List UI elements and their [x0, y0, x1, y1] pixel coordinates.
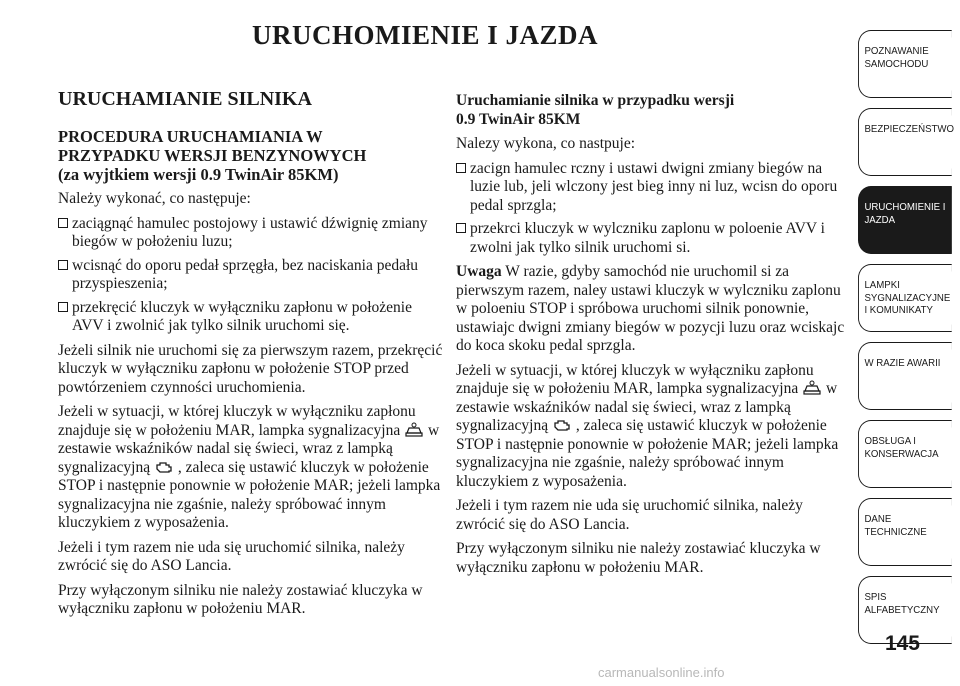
checkbox-bullet-icon [58, 260, 68, 270]
checkbox-bullet-icon [456, 223, 466, 233]
twinair-heading: Uruchamianie silnika w przypadku wersji 0.9 TwinAir 85KM [456, 92, 735, 128]
tab-bezpieczenstwo[interactable]: BEZPIECZEŃSTWO [858, 108, 952, 176]
paragraph: Jeżeli i tym razem nie uda się uruchomić silnika, należy zwrócić się do ASO Lancia. [456, 497, 803, 533]
immobilizer-car-key-icon [802, 380, 822, 396]
engine-check-icon [552, 417, 572, 433]
paragraph: Jeżeli silnik nie uruchomi się za pierwszym razem, przekręcić kluczyk w wyłączniku zapłonu w położenie STOP przed powtórzeniem czynności uruchomienia. [58, 341, 443, 396]
note-paragraph: Uwaga W razie, gdyby samochód nie uruchomil si za pierwszym razem, naley ustawi kluczyk w wylczniku zaplonu w poloeniu STOP i spróbowa uruchomi silnik ponownie, ustawiajc dwigni zmiany biegów w pozycji luzu oraz wciskajc do koca skoku pedal sprzgla. [456, 263, 845, 354]
tab-lampki-sygnalizacyjne[interactable]: LAMPKI SYGNALIZACYJNE I KOMUNIKATY [858, 264, 952, 332]
tab-w-razie-awarii[interactable]: W RAZIE AWARII [858, 342, 952, 410]
chapter-tabs [858, 30, 960, 654]
paragraph: Przy wyłączonym silniku nie należy zostawiać kluczyka w wyłączniku zapłonu w położeniu MAR. [456, 540, 821, 576]
immobilizer-car-key-icon [404, 422, 424, 438]
right-column [456, 92, 848, 583]
steps-list [456, 160, 848, 258]
note-label: Uwaga [456, 263, 502, 280]
paragraph: Jeżeli i tym razem nie uda się uruchomić silnika, należy zwrócić się do ASO Lancia. [58, 538, 405, 574]
list-item: zacign hamulec rczny i ustawi dwigni zmiany biegów na luzie lub, jeli wlczony jest bieg inny ni luz, wcisn do oporu pedal sprzgla; [456, 160, 848, 216]
tab-uruchomienie-i-jazda[interactable]: URUCHOMIENIE I JAZDA [858, 186, 952, 254]
tab-spis-alfabetyczny[interactable]: SPIS ALFABETYCZNY [858, 576, 952, 644]
list-item: wcisnąć do oporu pedał sprzęgła, bez naciskania pedału przyspieszenia; [58, 257, 443, 294]
checkbox-bullet-icon [58, 218, 68, 228]
list-item: zaciągnąć hamulec postojowy i ustawić dźwignię zmiany biegów w położeniu luzu; [58, 215, 443, 252]
list-item: przekręcić kluczyk w wyłączniku zapłonu w położenie AVV i zwolnić jak tylko silnik uruchomi się. [58, 299, 443, 336]
paragraph: Przy wyłączonym silniku nie należy zostawiać kluczyka w wyłączniku zapłonu w położeniu MAR. [58, 581, 423, 617]
checkbox-bullet-icon [456, 163, 466, 173]
steps-list [58, 215, 443, 336]
paragraph-warning-lamps: Jeżeli w sytuacji, w której kluczyk w wyłączniku zapłonu znajduje się w położeniu MAR, lampka sygnalizacyjna w zestawie wskaźników nadal się świeci, wraz z lampką sygnalizacyjną , zaleca się ustawić kluczyk w położenie STOP i następnie ponownie w położenie MAR; jeżeli lampka sygnalizacyjna nie zgaśnie, należy spróbować innym kluczykiem z wyposażenia. [58, 403, 441, 531]
list-item: przekrci kluczyk w wylczniku zaplonu w poloenie AVV i zwolni jak tylko silnik uruchomi si. [456, 220, 848, 257]
page-title: URUCHOMIENIE I JAZDA [251, 20, 599, 50]
checkbox-bullet-icon [58, 302, 68, 312]
procedure-heading: PROCEDURA URUCHAMIANIA W PRZYPADKU WERSJI BENZYNOWYCH (za wyjtkiem wersji 0.9 TwinAir 85KM) [58, 127, 367, 184]
page-number: 145 [884, 632, 920, 655]
intro-text: Nalezy wykona, co nastpuje: [456, 135, 636, 152]
tab-obsluga-i-konserwacja[interactable]: OBSŁUGA I KONSERWACJA [858, 420, 952, 488]
paragraph-warning-lamps: Jeżeli w sytuacji, w której kluczyk w wyłączniku zapłonu znajduje się w położeniu MAR, lampka sygnalizacyjna w zestawie wskaźników nadal się świeci, wraz z lampką sygnalizacyjną , zaleca się ustawić kluczyk w położenie STOP i następnie ponownie w położenie MAR; jeżeli lampka sygnalizacyjna nie zgaśnie, należy spróbować innym kluczykiem z wyposażenia. [456, 361, 839, 490]
section-heading: URUCHAMIANIE SILNIKA [58, 88, 312, 110]
tab-dane-techniczne[interactable]: DANE TECHNICZNE [858, 498, 952, 566]
tab-poznawanie-samochodu[interactable]: POZNAWANIE SAMOCHODU [858, 30, 952, 98]
engine-check-icon [154, 459, 174, 475]
left-column [58, 88, 443, 625]
intro-text: Należy wykonać, co następuje: [58, 190, 251, 207]
watermark: carmanualsonline.info [598, 665, 725, 680]
